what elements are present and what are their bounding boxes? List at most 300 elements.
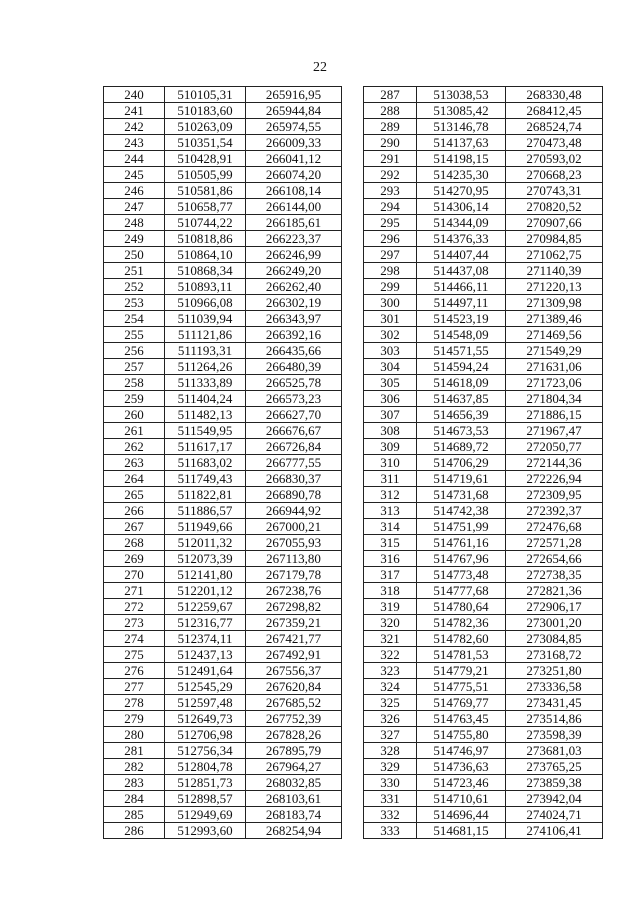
point-number-cell: 309 <box>364 439 417 455</box>
table-row <box>104 311 342 327</box>
y-coordinate-cell: 265974,55 <box>246 119 342 135</box>
table-row <box>364 743 603 759</box>
y-coordinate-cell: 270743,31 <box>506 183 603 199</box>
y-coordinate-cell: 272476,68 <box>506 519 603 535</box>
table-row <box>104 455 342 471</box>
table-row <box>104 359 342 375</box>
point-number-cell: 290 <box>364 135 417 151</box>
table-row <box>104 567 342 583</box>
table-row <box>104 103 342 119</box>
y-coordinate-cell: 267238,76 <box>246 583 342 599</box>
table-row <box>364 647 603 663</box>
y-coordinate-cell: 266890,78 <box>246 487 342 503</box>
table-row <box>104 279 342 295</box>
table-row <box>364 375 603 391</box>
point-number-cell: 264 <box>104 471 165 487</box>
y-coordinate-cell: 266726,84 <box>246 439 342 455</box>
x-coordinate-cell: 511949,66 <box>165 519 246 535</box>
x-coordinate-cell: 514769,77 <box>417 695 506 711</box>
x-coordinate-cell: 514618,09 <box>417 375 506 391</box>
x-coordinate-cell: 511886,57 <box>165 503 246 519</box>
y-coordinate-cell: 268412,45 <box>506 103 603 119</box>
table-row <box>364 359 603 375</box>
x-coordinate-cell: 514731,68 <box>417 487 506 503</box>
table-row <box>104 375 342 391</box>
point-number-cell: 241 <box>104 103 165 119</box>
point-number-cell: 310 <box>364 455 417 471</box>
point-number-cell: 332 <box>364 807 417 823</box>
point-number-cell: 306 <box>364 391 417 407</box>
y-coordinate-cell: 267752,39 <box>246 711 342 727</box>
y-coordinate-cell: 266343,97 <box>246 311 342 327</box>
point-number-cell: 307 <box>364 407 417 423</box>
table-row <box>364 791 603 807</box>
x-coordinate-cell: 510658,77 <box>165 199 246 215</box>
x-coordinate-cell: 514782,60 <box>417 631 506 647</box>
table-row <box>104 695 342 711</box>
table-row <box>104 583 342 599</box>
table-row <box>104 151 342 167</box>
x-coordinate-cell: 512898,57 <box>165 791 246 807</box>
y-coordinate-cell: 273942,04 <box>506 791 603 807</box>
table-row <box>104 759 342 775</box>
x-coordinate-cell: 512649,73 <box>165 711 246 727</box>
table-row <box>364 167 603 183</box>
point-number-cell: 294 <box>364 199 417 215</box>
point-number-cell: 253 <box>104 295 165 311</box>
y-coordinate-cell: 274024,71 <box>506 807 603 823</box>
point-number-cell: 299 <box>364 279 417 295</box>
x-coordinate-cell: 514696,44 <box>417 807 506 823</box>
table-row <box>104 423 342 439</box>
table-row <box>104 599 342 615</box>
x-coordinate-cell: 514656,39 <box>417 407 506 423</box>
y-coordinate-cell: 274106,41 <box>506 823 603 839</box>
table-row <box>104 215 342 231</box>
point-number-cell: 240 <box>104 87 165 103</box>
table-row <box>364 327 603 343</box>
table-row <box>364 231 603 247</box>
page-number: 22 <box>313 60 327 75</box>
table-row <box>104 727 342 743</box>
x-coordinate-cell: 512201,12 <box>165 583 246 599</box>
table-row <box>364 487 603 503</box>
point-number-cell: 323 <box>364 663 417 679</box>
point-number-cell: 298 <box>364 263 417 279</box>
x-coordinate-cell: 514407,44 <box>417 247 506 263</box>
x-coordinate-cell: 512437,13 <box>165 647 246 663</box>
x-coordinate-cell: 510263,09 <box>165 119 246 135</box>
table-row <box>104 743 342 759</box>
x-coordinate-cell: 512011,32 <box>165 535 246 551</box>
point-number-cell: 300 <box>364 295 417 311</box>
x-coordinate-cell: 510893,11 <box>165 279 246 295</box>
point-number-cell: 249 <box>104 231 165 247</box>
x-coordinate-cell: 511683,02 <box>165 455 246 471</box>
table-row <box>104 231 342 247</box>
x-coordinate-cell: 511193,31 <box>165 343 246 359</box>
x-coordinate-cell: 510505,99 <box>165 167 246 183</box>
table-row <box>364 631 603 647</box>
point-number-cell: 330 <box>364 775 417 791</box>
table-row <box>364 727 603 743</box>
y-coordinate-cell: 267179,78 <box>246 567 342 583</box>
x-coordinate-cell: 514344,09 <box>417 215 506 231</box>
point-number-cell: 320 <box>364 615 417 631</box>
table-row <box>364 679 603 695</box>
table-row <box>364 87 603 103</box>
y-coordinate-cell: 272738,35 <box>506 567 603 583</box>
x-coordinate-cell: 514755,80 <box>417 727 506 743</box>
table-row <box>104 775 342 791</box>
y-coordinate-cell: 273251,80 <box>506 663 603 679</box>
y-coordinate-cell: 271549,29 <box>506 343 603 359</box>
table-row <box>104 439 342 455</box>
point-number-cell: 285 <box>104 807 165 823</box>
point-number-cell: 301 <box>364 311 417 327</box>
y-coordinate-cell: 273681,03 <box>506 743 603 759</box>
y-coordinate-cell: 266009,33 <box>246 135 342 151</box>
table-row <box>104 647 342 663</box>
point-number-cell: 273 <box>104 615 165 631</box>
y-coordinate-cell: 266525,78 <box>246 375 342 391</box>
x-coordinate-cell: 514681,15 <box>417 823 506 839</box>
point-number-cell: 246 <box>104 183 165 199</box>
point-number-cell: 272 <box>104 599 165 615</box>
y-coordinate-cell: 267895,79 <box>246 743 342 759</box>
y-coordinate-cell: 273084,85 <box>506 631 603 647</box>
x-coordinate-cell: 514781,53 <box>417 647 506 663</box>
y-coordinate-cell: 272906,17 <box>506 599 603 615</box>
point-number-cell: 317 <box>364 567 417 583</box>
x-coordinate-cell: 514751,99 <box>417 519 506 535</box>
table-row <box>364 519 603 535</box>
x-coordinate-cell: 512073,39 <box>165 551 246 567</box>
y-coordinate-cell: 267298,82 <box>246 599 342 615</box>
y-coordinate-cell: 266302,19 <box>246 295 342 311</box>
table-row <box>104 199 342 215</box>
table-row <box>364 551 603 567</box>
table-row <box>364 663 603 679</box>
table-row <box>364 263 603 279</box>
y-coordinate-cell: 271469,56 <box>506 327 603 343</box>
table-row <box>364 215 603 231</box>
x-coordinate-cell: 511549,95 <box>165 423 246 439</box>
point-number-cell: 254 <box>104 311 165 327</box>
y-coordinate-cell: 273001,20 <box>506 615 603 631</box>
table-row <box>104 343 342 359</box>
point-number-cell: 265 <box>104 487 165 503</box>
table-row <box>364 711 603 727</box>
y-coordinate-cell: 273168,72 <box>506 647 603 663</box>
table-row <box>104 711 342 727</box>
x-coordinate-cell: 514523,19 <box>417 311 506 327</box>
point-number-cell: 302 <box>364 327 417 343</box>
point-number-cell: 260 <box>104 407 165 423</box>
x-coordinate-cell: 514437,08 <box>417 263 506 279</box>
y-coordinate-cell: 265916,95 <box>246 87 342 103</box>
x-coordinate-cell: 514723,46 <box>417 775 506 791</box>
point-number-cell: 282 <box>104 759 165 775</box>
point-number-cell: 327 <box>364 727 417 743</box>
y-coordinate-cell: 271723,06 <box>506 375 603 391</box>
y-coordinate-cell: 272654,66 <box>506 551 603 567</box>
point-number-cell: 267 <box>104 519 165 535</box>
point-number-cell: 263 <box>104 455 165 471</box>
x-coordinate-cell: 511039,94 <box>165 311 246 327</box>
point-number-cell: 251 <box>104 263 165 279</box>
y-coordinate-cell: 266074,20 <box>246 167 342 183</box>
y-coordinate-cell: 266108,14 <box>246 183 342 199</box>
table-row <box>104 87 342 103</box>
y-coordinate-cell: 266246,99 <box>246 247 342 263</box>
y-coordinate-cell: 267359,21 <box>246 615 342 631</box>
table-row <box>364 615 603 631</box>
x-coordinate-cell: 514376,33 <box>417 231 506 247</box>
point-number-cell: 311 <box>364 471 417 487</box>
table-row <box>364 103 603 119</box>
x-coordinate-cell: 512706,98 <box>165 727 246 743</box>
point-number-cell: 275 <box>104 647 165 663</box>
y-coordinate-cell: 266627,70 <box>246 407 342 423</box>
point-number-cell: 313 <box>364 503 417 519</box>
y-coordinate-cell: 266249,20 <box>246 263 342 279</box>
coordinates-table-left <box>103 86 342 839</box>
point-number-cell: 276 <box>104 663 165 679</box>
y-coordinate-cell: 266185,61 <box>246 215 342 231</box>
y-coordinate-cell: 271631,06 <box>506 359 603 375</box>
table-row <box>364 391 603 407</box>
x-coordinate-cell: 514548,09 <box>417 327 506 343</box>
point-number-cell: 295 <box>364 215 417 231</box>
point-number-cell: 255 <box>104 327 165 343</box>
y-coordinate-cell: 268103,61 <box>246 791 342 807</box>
y-coordinate-cell: 265944,84 <box>246 103 342 119</box>
x-coordinate-cell: 514719,61 <box>417 471 506 487</box>
y-coordinate-cell: 266777,55 <box>246 455 342 471</box>
y-coordinate-cell: 266480,39 <box>246 359 342 375</box>
x-coordinate-cell: 514736,63 <box>417 759 506 775</box>
y-coordinate-cell: 266944,92 <box>246 503 342 519</box>
x-coordinate-cell: 514571,55 <box>417 343 506 359</box>
x-coordinate-cell: 511404,24 <box>165 391 246 407</box>
x-coordinate-cell: 511822,81 <box>165 487 246 503</box>
table-row <box>104 471 342 487</box>
table-row <box>364 807 603 823</box>
point-number-cell: 315 <box>364 535 417 551</box>
x-coordinate-cell: 512141,80 <box>165 567 246 583</box>
coordinates-table-right-body <box>364 87 603 839</box>
point-number-cell: 293 <box>364 183 417 199</box>
table-row <box>364 823 603 839</box>
x-coordinate-cell: 514742,38 <box>417 503 506 519</box>
point-number-cell: 244 <box>104 151 165 167</box>
x-coordinate-cell: 511617,17 <box>165 439 246 455</box>
x-coordinate-cell: 514306,14 <box>417 199 506 215</box>
y-coordinate-cell: 270593,02 <box>506 151 603 167</box>
point-number-cell: 319 <box>364 599 417 615</box>
point-number-cell: 283 <box>104 775 165 791</box>
y-coordinate-cell: 272226,94 <box>506 471 603 487</box>
point-number-cell: 266 <box>104 503 165 519</box>
y-coordinate-cell: 266223,37 <box>246 231 342 247</box>
point-number-cell: 292 <box>364 167 417 183</box>
x-coordinate-cell: 512259,67 <box>165 599 246 615</box>
point-number-cell: 333 <box>364 823 417 839</box>
x-coordinate-cell: 514777,68 <box>417 583 506 599</box>
point-number-cell: 280 <box>104 727 165 743</box>
table-row <box>104 487 342 503</box>
y-coordinate-cell: 267828,26 <box>246 727 342 743</box>
table-row <box>104 679 342 695</box>
x-coordinate-cell: 510864,10 <box>165 247 246 263</box>
y-coordinate-cell: 270907,66 <box>506 215 603 231</box>
point-number-cell: 321 <box>364 631 417 647</box>
point-number-cell: 286 <box>104 823 165 839</box>
y-coordinate-cell: 273336,58 <box>506 679 603 695</box>
x-coordinate-cell: 514198,15 <box>417 151 506 167</box>
x-coordinate-cell: 514235,30 <box>417 167 506 183</box>
y-coordinate-cell: 267556,37 <box>246 663 342 679</box>
x-coordinate-cell: 513146,78 <box>417 119 506 135</box>
table-row <box>364 423 603 439</box>
point-number-cell: 322 <box>364 647 417 663</box>
table-row <box>364 119 603 135</box>
x-coordinate-cell: 514270,95 <box>417 183 506 199</box>
table-row <box>104 391 342 407</box>
table-row <box>104 119 342 135</box>
x-coordinate-cell: 514746,97 <box>417 743 506 759</box>
table-row <box>364 599 603 615</box>
table-row <box>104 247 342 263</box>
table-row <box>364 135 603 151</box>
point-number-cell: 274 <box>104 631 165 647</box>
table-row <box>364 535 603 551</box>
y-coordinate-cell: 270668,23 <box>506 167 603 183</box>
point-number-cell: 326 <box>364 711 417 727</box>
table-row <box>364 343 603 359</box>
x-coordinate-cell: 511264,26 <box>165 359 246 375</box>
y-coordinate-cell: 266144,00 <box>246 199 342 215</box>
table-row <box>104 135 342 151</box>
x-coordinate-cell: 514761,16 <box>417 535 506 551</box>
y-coordinate-cell: 273598,39 <box>506 727 603 743</box>
point-number-cell: 261 <box>104 423 165 439</box>
y-coordinate-cell: 270473,48 <box>506 135 603 151</box>
y-coordinate-cell: 266262,40 <box>246 279 342 295</box>
y-coordinate-cell: 266676,67 <box>246 423 342 439</box>
x-coordinate-cell: 514782,36 <box>417 615 506 631</box>
x-coordinate-cell: 512993,60 <box>165 823 246 839</box>
y-coordinate-cell: 272821,36 <box>506 583 603 599</box>
point-number-cell: 250 <box>104 247 165 263</box>
point-number-cell: 284 <box>104 791 165 807</box>
point-number-cell: 257 <box>104 359 165 375</box>
y-coordinate-cell: 271886,15 <box>506 407 603 423</box>
table-row <box>104 631 342 647</box>
point-number-cell: 245 <box>104 167 165 183</box>
table-row <box>364 439 603 455</box>
table-row <box>104 663 342 679</box>
x-coordinate-cell: 514466,11 <box>417 279 506 295</box>
table-row <box>104 807 342 823</box>
x-coordinate-cell: 514779,21 <box>417 663 506 679</box>
point-number-cell: 242 <box>104 119 165 135</box>
table-row <box>104 167 342 183</box>
point-number-cell: 259 <box>104 391 165 407</box>
y-coordinate-cell: 266573,23 <box>246 391 342 407</box>
x-coordinate-cell: 512851,73 <box>165 775 246 791</box>
y-coordinate-cell: 270984,85 <box>506 231 603 247</box>
y-coordinate-cell: 270820,52 <box>506 199 603 215</box>
y-coordinate-cell: 267113,80 <box>246 551 342 567</box>
y-coordinate-cell: 268330,48 <box>506 87 603 103</box>
table-row <box>104 263 342 279</box>
point-number-cell: 268 <box>104 535 165 551</box>
x-coordinate-cell: 511482,13 <box>165 407 246 423</box>
x-coordinate-cell: 512804,78 <box>165 759 246 775</box>
x-coordinate-cell: 512374,11 <box>165 631 246 647</box>
table-row <box>104 327 342 343</box>
y-coordinate-cell: 267685,52 <box>246 695 342 711</box>
point-number-cell: 289 <box>364 119 417 135</box>
table-row <box>364 151 603 167</box>
x-coordinate-cell: 514137,63 <box>417 135 506 151</box>
point-number-cell: 248 <box>104 215 165 231</box>
x-coordinate-cell: 514497,11 <box>417 295 506 311</box>
y-coordinate-cell: 271062,75 <box>506 247 603 263</box>
x-coordinate-cell: 514773,48 <box>417 567 506 583</box>
y-coordinate-cell: 266435,66 <box>246 343 342 359</box>
x-coordinate-cell: 514775,51 <box>417 679 506 695</box>
x-coordinate-cell: 514706,29 <box>417 455 506 471</box>
y-coordinate-cell: 272571,28 <box>506 535 603 551</box>
point-number-cell: 279 <box>104 711 165 727</box>
y-coordinate-cell: 266041,12 <box>246 151 342 167</box>
point-number-cell: 331 <box>364 791 417 807</box>
point-number-cell: 271 <box>104 583 165 599</box>
table-row <box>364 471 603 487</box>
table-row <box>104 295 342 311</box>
y-coordinate-cell: 267620,84 <box>246 679 342 695</box>
point-number-cell: 287 <box>364 87 417 103</box>
x-coordinate-cell: 514710,61 <box>417 791 506 807</box>
table-row <box>364 407 603 423</box>
point-number-cell: 316 <box>364 551 417 567</box>
table-row <box>104 503 342 519</box>
y-coordinate-cell: 266392,16 <box>246 327 342 343</box>
x-coordinate-cell: 514673,53 <box>417 423 506 439</box>
table-row <box>364 295 603 311</box>
table-row <box>104 823 342 839</box>
point-number-cell: 277 <box>104 679 165 695</box>
x-coordinate-cell: 511749,43 <box>165 471 246 487</box>
x-coordinate-cell: 510351,54 <box>165 135 246 151</box>
point-number-cell: 288 <box>364 103 417 119</box>
table-row <box>364 503 603 519</box>
x-coordinate-cell: 510183,60 <box>165 103 246 119</box>
x-coordinate-cell: 510868,34 <box>165 263 246 279</box>
x-coordinate-cell: 510818,86 <box>165 231 246 247</box>
x-coordinate-cell: 510581,86 <box>165 183 246 199</box>
table-row <box>364 567 603 583</box>
point-number-cell: 325 <box>364 695 417 711</box>
x-coordinate-cell: 512545,29 <box>165 679 246 695</box>
table-row <box>364 695 603 711</box>
table-row <box>364 183 603 199</box>
x-coordinate-cell: 514594,24 <box>417 359 506 375</box>
point-number-cell: 329 <box>364 759 417 775</box>
